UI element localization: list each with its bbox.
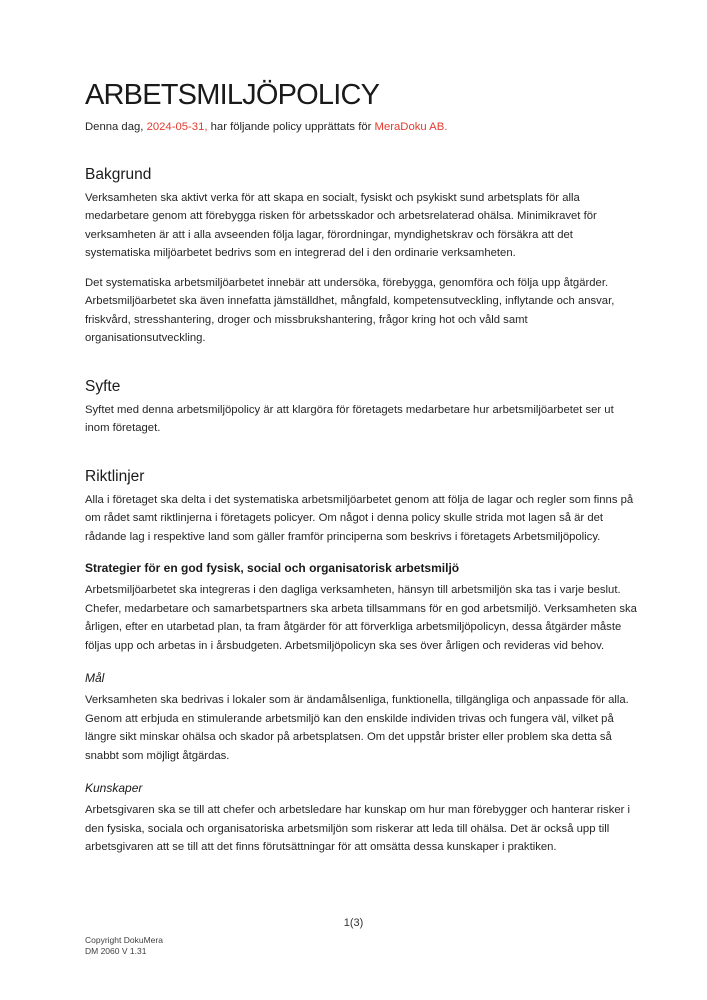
subsection-heading-strategier: Strategier för en god fysisk, social och organisatorisk arbetsmiljö [85,561,460,576]
page-number: 1(3) [343,917,364,929]
document-title: ARBETSMILJÖPOLICY [85,79,380,111]
copyright-line: Copyright DokuMera [85,935,163,945]
intro-middle: har följande policy upprättats för [207,120,375,133]
intro-company-name: MeraDoku AB. [374,120,448,133]
paragraph: Arbetsgivaren ska se till att chefer och arbetsledare har kunskap om hur man förebygger och hanterar risker i den fysiska, sociala och organisatoriska arbetsmiljön som riskerar att leda till ohälsa. Det är också upp till arbetsgivaren att se till att det finns förutsättningar för att omsätta dessa kunskaper i praktiken. [85,804,631,854]
paragraph: Det systematiska arbetsmiljöarbetet innebär att undersöka, förebygga, genomföra och följa upp åtgärder. Arbetsmiljöarbetet ska även innefatta jämställdhet, mångfald, kompetensutveckling, inflytande och ansvar, friskvård, stresshantering, droger och missbrukshantering, frågor kring hot och våld samt organisationsutveckling. [85,276,615,345]
intro-prefix: Denna dag, [85,120,147,133]
document-id: DM 2060 V 1.31 [85,946,147,956]
intro-date: 2024-05-31, [146,120,208,133]
intro-line [85,119,637,136]
section-heading-bakgrund: Bakgrund [85,165,152,183]
document-content [85,80,637,868]
subsection-heading-kunskaper: Kunskaper [85,781,143,796]
subsection-heading-mal: Mål [85,671,105,686]
paragraph: Alla i företaget ska delta i det systematiska arbetsmiljöarbetet genom att följa de lagar och regler som finns på om rådet samt riktlinjerna i företagets policyer. Om något i denna policy skulle strida mot lagen så är det rådande lag i respektive land som gäller framför principerna som beskrivs i företagets Arbetsmiljöpolicy. [85,493,634,543]
paragraph: Verksamheten ska bedrivas i lokaler som är ändamålsenliga, funktionella, tillgängliga och anpassade för alla. Genom att erbjuda en stimulerande arbetsmiljö kan den enskilde individen trivas och fungera väl, vilket på längre sikt minskar ohälsa och skador på arbetsplatsen. Om det uppstår brister eller problem ska detta så snabbt som möjligt åtgärdas. [85,694,629,762]
section-heading-riktlinjer: Riktlinjer [85,467,145,485]
paragraph: Syftet med denna arbetsmiljöpolicy är att klargöra för företagets medarbetare hur arbetsmiljöarbetet ser ut inom företaget. [85,403,614,435]
footer-copyright [85,935,163,957]
paragraph: Verksamheten ska aktivt verka för att skapa en socialt, fysiskt och psykiskt sund arbetsplats för alla medarbetare genom att förebygga risken för arbetsskador och arbetsrelaterad ohälsa. Minimikravet för verksamheten är att i alla avseenden följa lagar, förordningar, myndighetskrav och försäkra att det systematiska miljöarbetet bedrivs som en integrerad del i den ordinarie verksamheten. [85,191,597,260]
paragraph: Arbetsmiljöarbetet ska integreras i den dagliga verksamheten, hänsyn till arbetsmiljön ska tas i varje beslut. Chefer, medarbetare och samarbetspartners ska arbeta tillsammans för en god arbetsmiljö. Verksamheten ska årligen, efter en utarbetad plan, ta fram åtgärder för att förverkliga arbetsmiljöpolicyn, dessa åtgärder måste följas upp och arbetas in i årsbudgeten. Arbetsmiljöpolicyn ska ses över årligen och revideras vid behov. [85,584,637,652]
section-heading-syfte: Syfte [85,377,121,395]
